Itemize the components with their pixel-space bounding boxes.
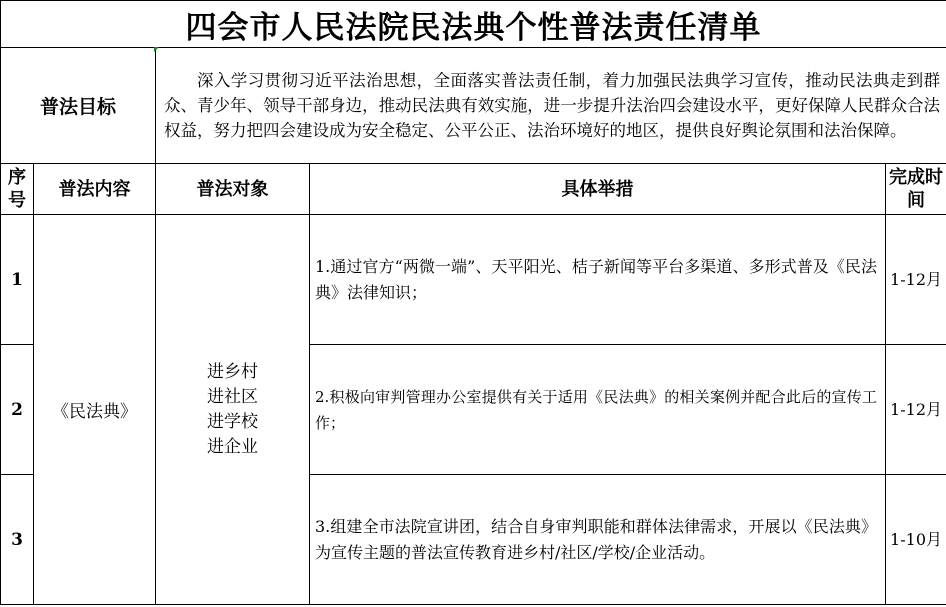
row-seq: 1	[1, 215, 34, 345]
target-item: 进社区	[207, 386, 258, 407]
title-row	[1, 1, 946, 48]
targets-cell	[156, 215, 310, 605]
row-seq: 2	[1, 345, 34, 475]
row-seq: 3	[1, 475, 34, 605]
sheet-title: 四会市人民法院民法典个性普法责任清单	[1, 1, 946, 48]
measure-cell: 1.通过官方“两微一端”、天平阳光、桔子新闻等平台多渠道、多形式普及《民法典》法律知识；	[310, 215, 886, 345]
header-row	[1, 164, 946, 215]
measure-cell: 2.积极向审判管理办公室提供有关于适用《民法典》的相关案例并配合此后的宣传工作；	[310, 345, 886, 475]
cell-comment-marker	[154, 47, 159, 52]
header-measures: 具体举措	[310, 164, 886, 215]
content-cell: 《民法典》	[34, 215, 156, 605]
header-content: 普法内容	[34, 164, 156, 215]
header-seq: 序号	[1, 164, 34, 215]
time-cell: 1-12月	[886, 215, 946, 345]
goal-label: 普法目标	[1, 48, 156, 164]
header-time: 完成时间	[886, 164, 946, 215]
time-cell: 1-12月	[886, 345, 946, 475]
target-item: 进学校	[207, 411, 258, 432]
measure-cell: 3.组建全市法院宣讲团，结合自身审判职能和群体法律需求，开展以《民法典》为宣传主题的普法宣传教育进乡村/社区/学校/企业活动。	[310, 475, 886, 605]
goal-row	[1, 48, 946, 164]
table-row	[1, 215, 946, 345]
header-targets: 普法对象	[156, 164, 310, 215]
goal-text: 深入学习贯彻习近平法治思想，全面落实普法责任制，着力加强民法典学习宣传，推动民法典走到群众、青少年、领导干部身边，推动民法典有效实施，进一步提升法治四会建设水平，更好保障人民群众合法权益，努力把四会建设成为安全稳定、公平公正、法治环境好的地区，提供良好舆论氛围和法治保障。	[156, 48, 946, 164]
target-item: 进企业	[207, 436, 258, 457]
target-item: 进乡村	[207, 361, 258, 382]
time-cell: 1-10月	[886, 475, 946, 605]
